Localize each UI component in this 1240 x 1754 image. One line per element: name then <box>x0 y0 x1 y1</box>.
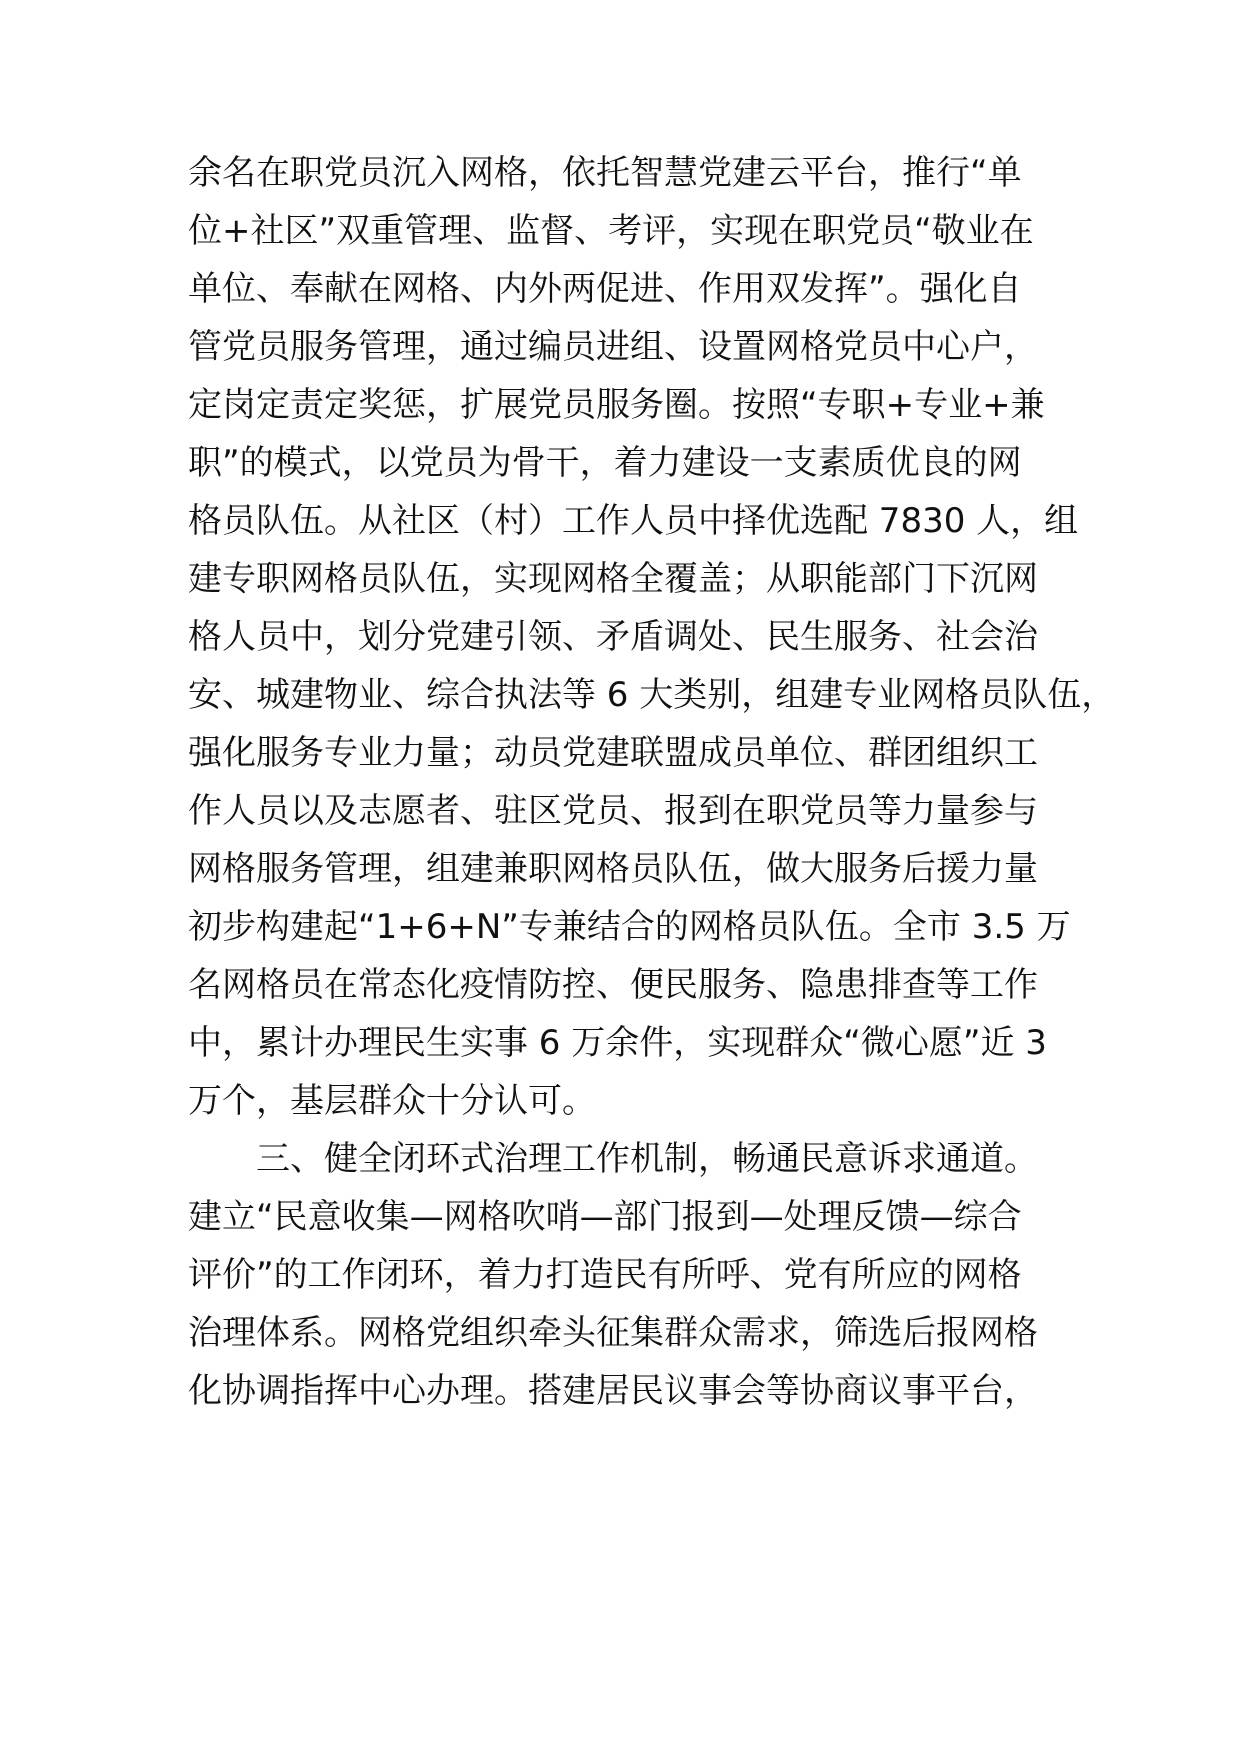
text-line: 格员队伍。从社区（村）工作人员中择优选配 7830 人，组 <box>188 501 1079 541</box>
text-line: 定岗定责定奖惩，扩展党员服务圈。按照“专职+专业+兼 <box>188 385 1045 425</box>
text-line: 单位、奉献在网格、内外两促进、作用双发挥”。强化自 <box>188 269 1022 309</box>
text-line: 建立“民意收集—网格吹哨—部门报到—处理反馈—综合 <box>188 1197 1022 1237</box>
text-line: 余名在职党员沉入网格，依托智慧党建云平台，推行“单 <box>188 153 1022 193</box>
text-line: 万个，基层群众十分认可。 <box>188 1081 596 1121</box>
text-line: 评价”的工作闭环，着力打造民有所呼、党有所应的网格 <box>188 1255 1022 1295</box>
section-heading: 三、健全闭环式治理工作机制，畅通民意诉求通道。 <box>256 1139 1038 1179</box>
text-line: 管党员服务管理，通过编员进组、设置网格党员中心户， <box>188 327 1038 367</box>
text-line: 治理体系。网格党组织牵头征集群众需求，筛选后报网格 <box>188 1313 1038 1353</box>
text-line: 名网格员在常态化疫情防控、便民服务、隐患排查等工作 <box>188 965 1038 1005</box>
text-line: 建专职网格员队伍，实现网格全覆盖；从职能部门下沉网 <box>188 559 1038 599</box>
text-line: 职”的模式，以党员为骨干，着力建设一支素质优良的网 <box>188 443 1022 483</box>
text-line: 初步构建起“1+6+N”专兼结合的网格员队伍。全市 3.5 万 <box>188 907 1071 947</box>
text-line: 化协调指挥中心办理。搭建居民议事会等协商议事平台， <box>188 1371 1038 1411</box>
text-line: 强化服务专业力量；动员党建联盟成员单位、群团组织工 <box>188 733 1038 773</box>
text-line: 位+社区”双重管理、监督、考评，实现在职党员“敬业在 <box>188 211 1034 251</box>
text-line: 中，累计办理民生实事 6 万余件，实现群众“微心愿”近 3 <box>188 1023 1047 1063</box>
text-line: 格人员中，划分党建引领、矛盾调处、民生服务、社会治 <box>188 617 1038 657</box>
text-line: 作人员以及志愿者、驻区党员、报到在职党员等力量参与 <box>188 791 1038 831</box>
text-line: 网格服务管理，组建兼职网格员队伍，做大服务后援力量 <box>188 849 1038 889</box>
text-line: 安、城建物业、综合执法等 6 大类别，组建专业网格员队伍， <box>188 675 1116 715</box>
